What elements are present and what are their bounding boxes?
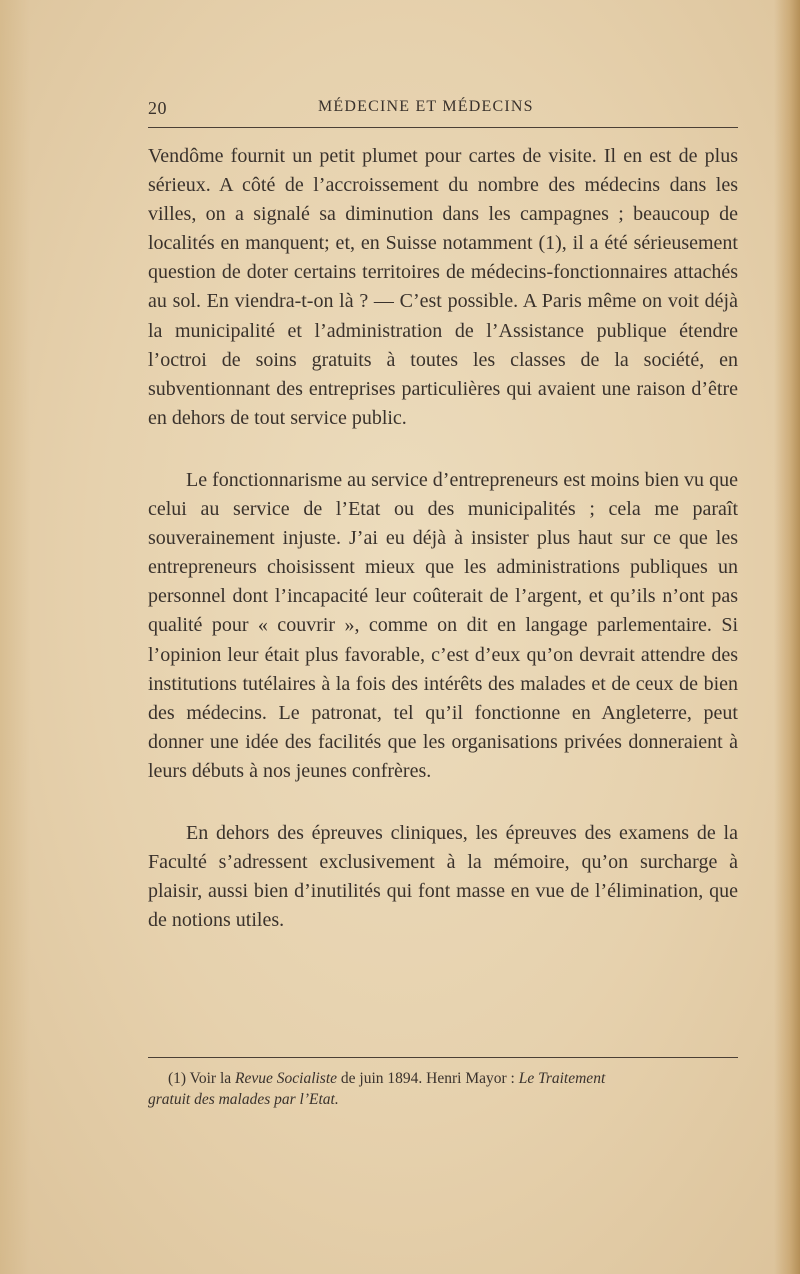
page-right-edge <box>774 0 800 1274</box>
main-text <box>148 142 738 935</box>
footnote-title-part-1: Le Traitement <box>518 1070 606 1087</box>
footnote-line-1 <box>148 1068 738 1089</box>
footnote-marker: (1) Voir la <box>168 1070 236 1087</box>
running-head: MÉDECINE ET MÉDECINS <box>318 98 534 115</box>
page-number: 20 <box>148 98 167 118</box>
footnote-middle: de juin 1894. Henri Mayor : <box>337 1070 519 1087</box>
footnote <box>148 1068 738 1110</box>
paragraph-2: Le fonctionnarisme au service d’entrepreneurs est moins bien vu que celui au service de l’Etat ou des municipalités ; cela me paraît souverainement injuste. J’ai eu déjà à insister plus haut sur ce que les entrepreneurs choisissent mieux que les administrations publiques un personnel dont l’incapacité leur coûterait de l’argent, et qu’ils n’ont pas qualité pour « couvrir », comme on dit en langage parlementaire. Si l’opinion leur était plus favorable, c’est d’eux qu’on devrait attendre des institutions tutélaires à la fois des intérêts des malades et de ceux de bien des médecins. Le patronat, tel qu’il fonctionne en Angleterre, peut donner une idée des facilités que les organisations privées donneraient à leurs débuts à nos jeunes confrères. <box>148 468 738 782</box>
paragraph-3: En dehors des épreuves cliniques, les épreuves des examens de la Faculté s’adressent exclusivement à la mémoire, qu’on surcharge à plaisir, aussi bien d’inutilités qui font masse en vue de l’élimination, que de notions utiles. <box>148 821 738 932</box>
page-left-shadow <box>0 0 30 1274</box>
page-header <box>148 98 738 126</box>
footnote-rule <box>148 1057 738 1058</box>
footnote-journal: Revue Socialiste <box>235 1070 338 1087</box>
footnote-title-part-2: gratuit des malades par l’Etat. <box>148 1091 339 1108</box>
paragraph-1: Vendôme fournit un petit plumet pour cartes de visite. Il en est de plus sérieux. A côté de l’accroissement du nombre des médecins dans les villes, on a signalé sa diminution dans les campagnes ; beaucoup de localités en manquent; et, en Suisse notamment (1), il a été sérieusement question de doter certains territoires de médecins-fonctionnaires attachés au sol. En viendra-t-on là ? — C’est possible. A Paris même on voit déjà la municipalité et l’administration de l’Assistance publique étendre l’octroi de soins gratuits à toutes les classes de la société, en subventionnant des entreprises particulières qui avaient une raison d’être en dehors de tout service public. <box>148 145 738 429</box>
header-rule <box>148 127 738 128</box>
